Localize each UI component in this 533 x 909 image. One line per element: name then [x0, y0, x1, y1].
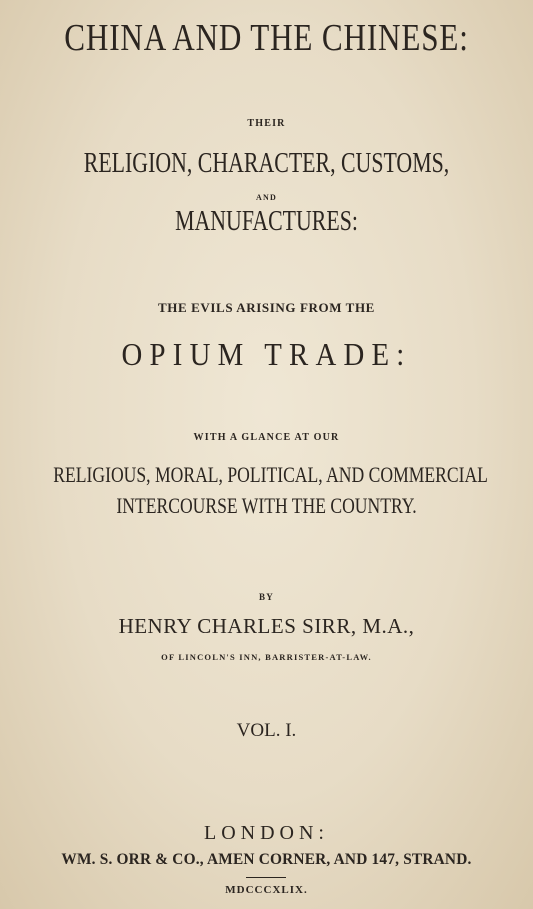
publication-year: MDCCCXLIX.: [225, 884, 308, 896]
their-label: THEIR: [247, 118, 286, 129]
publisher-line: WM. S. ORR & CO., AMEN CORNER, AND 147, STRAND.: [61, 851, 472, 868]
subtitle-line-1: RELIGION, CHARACTER, CUSTOMS,: [83, 148, 450, 179]
publication-city: LONDON:: [204, 822, 329, 844]
by-label: BY: [259, 592, 274, 602]
opium-trade-heading: OPIUM TRADE:: [121, 336, 412, 372]
author-name: HENRY CHARLES SIRR, M.A.,: [118, 614, 415, 638]
subtitle-line-2: MANUFACTURES:: [175, 206, 358, 237]
evils-line: THE EVILS ARISING FROM THE: [158, 300, 375, 315]
book-title: CHINA AND THE CHINESE:: [64, 17, 469, 59]
intercourse-line: INTERCOURSE WITH THE COUNTRY.: [116, 493, 417, 518]
volume-number: VOL. I.: [236, 720, 297, 741]
author-affiliation: OF LINCOLN'S INN, BARRISTER-AT-LAW.: [161, 652, 372, 662]
religious-line: RELIGIOUS, MORAL, POLITICAL, AND COMMERCIAL: [53, 462, 488, 487]
divider-rule: [246, 877, 286, 878]
glance-line: WITH A GLANCE AT OUR: [193, 432, 340, 443]
and-label: AND: [256, 193, 277, 202]
